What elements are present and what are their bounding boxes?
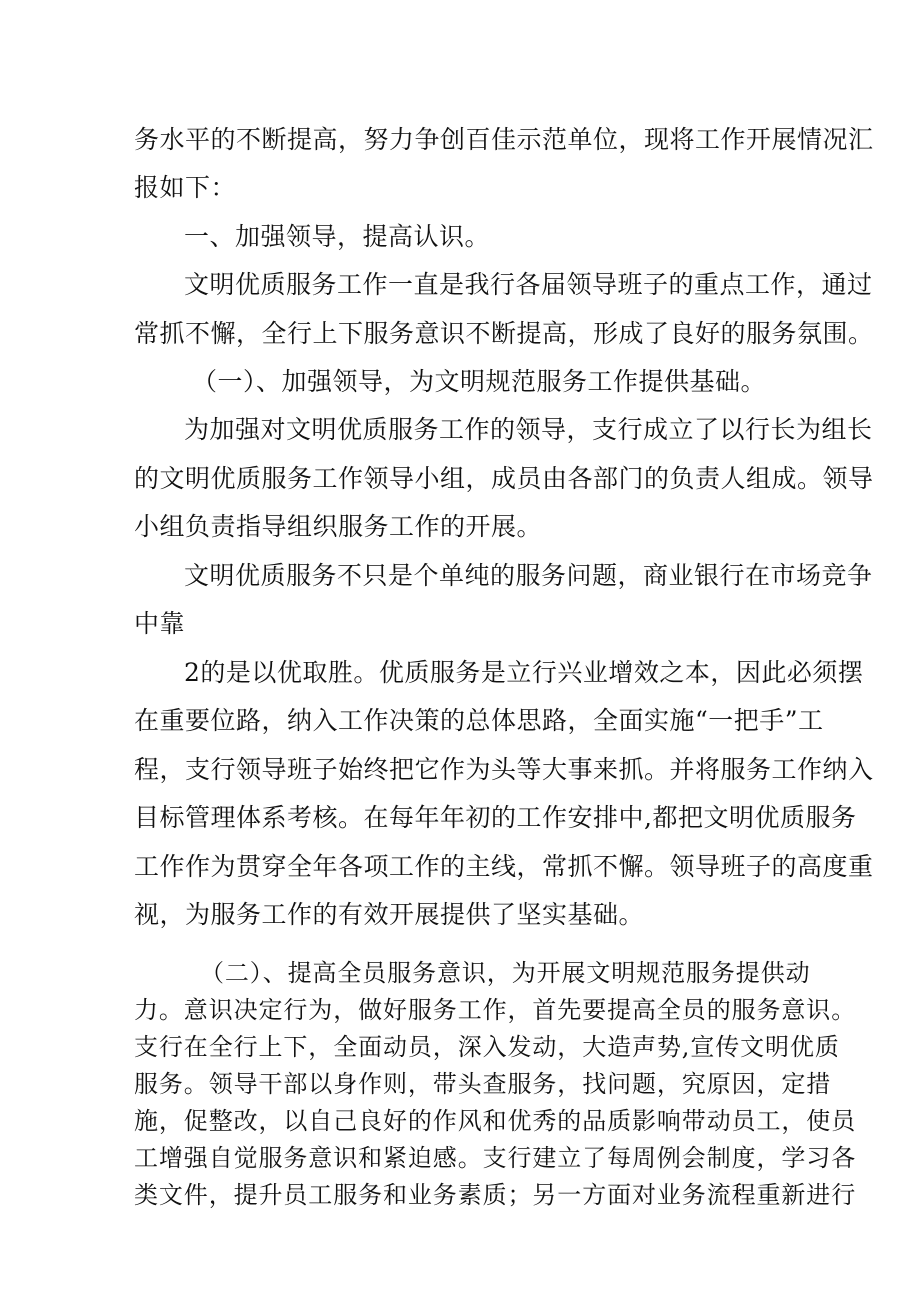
subsection-heading: （一）、加强领导，为文明规范服务工作提供基础。 xyxy=(192,367,767,396)
text-line: 2的是以优取胜。优质服务是立行兴业增效之本，因此必须摆 xyxy=(184,658,864,687)
text-line: 程，支行领导班子始终把它作为头等大事来抓。并将服务工作纳入 xyxy=(134,755,874,784)
text-line: 的文明优质服务工作领导小组，成员由各部门的负责人组成。领导 xyxy=(134,464,874,493)
text-line: 施，促整改，以自己良好的作风和优秀的品质影响带动员工，使员 xyxy=(134,1107,857,1135)
text-line: 支行在全行上下，全面动员，深入发动，大造声势,宣传文明优质 xyxy=(134,1033,840,1061)
text-line: 工作作为贯穿全年各项工作的主线，常抓不懈。领导班子的高度重 xyxy=(134,852,874,881)
text-line: 视，为服务工作的有效开展提供了坚实基础。 xyxy=(134,900,645,929)
text-line: 工增强自觉服务意识和紧迫感。支行建立了每周例会制度，学习各 xyxy=(134,1144,857,1172)
text-line: 中靠 xyxy=(134,609,186,638)
text-line: 常抓不懈，全行上下服务意识不断提高，形成了良好的服务氛围。 xyxy=(134,319,874,348)
text-line: 类文件，提升员工服务和业务素质；另一方面对业务流程重新进行 xyxy=(134,1181,857,1209)
text-line: 文明优质服务工作一直是我行各届领导班子的重点工作，通过 xyxy=(184,270,873,299)
text-line: 文明优质服务不只是个单纯的服务问题，商业银行在市场竞争 xyxy=(184,561,873,590)
text-line: 目标管理体系考核。在每年年初的工作安排中,都把文明优质服务 xyxy=(134,803,857,832)
text-line: 服务。领导干部以身作则，带头查服务，找问题，究原因，定措 xyxy=(134,1070,832,1098)
section-heading: 一、加强领导，提高认识。 xyxy=(184,222,491,251)
subsection-heading: （二）、提高全员服务意识，为开展文明规范服务提供动 xyxy=(200,959,811,987)
text-line: 报如下： xyxy=(134,173,237,202)
text-line: 务水平的不断提高，努力争创百佳示范单位，现将工作开展情况汇 xyxy=(134,125,874,154)
text-line: 在重要位路，纳入工作决策的总体思路，全面实施“一把手”工 xyxy=(134,706,824,735)
text-line: 小组负责指导组织服务工作的开展。 xyxy=(134,512,543,541)
text-line: 为加强对文明优质服务工作的领导，支行成立了以行长为组长 xyxy=(184,415,873,444)
text-line: 力。意识决定行为，做好服务工作，首先要提高全员的服务意识。 xyxy=(134,996,857,1024)
